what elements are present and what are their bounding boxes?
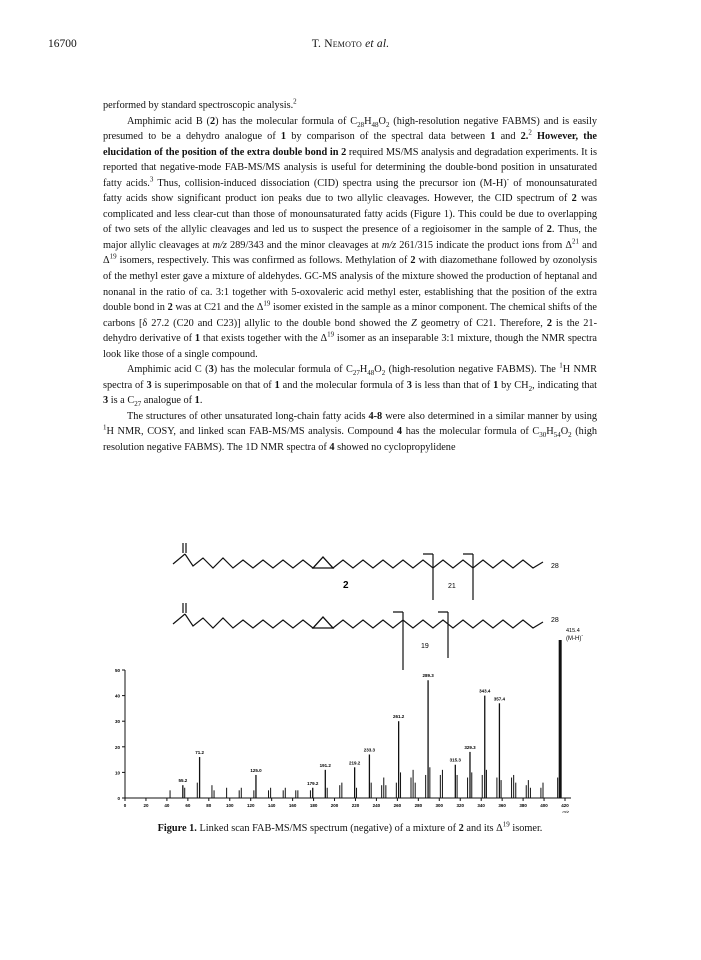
x-tick-label: 380 — [519, 803, 527, 808]
position-19-label: 19 — [421, 643, 429, 650]
x-tick-label: 200 — [330, 803, 339, 808]
x-tick-label: 160 — [288, 803, 297, 808]
c28-bottom-label: 28 — [551, 617, 559, 624]
peak-label-261.2: 261.2 — [393, 714, 405, 720]
running-head-author: T. Nemoto — [311, 38, 363, 50]
chemical-structures — [173, 543, 543, 670]
peak-label-343.4: 343.4 — [479, 688, 491, 694]
x-tick-label: 120 — [246, 803, 255, 808]
x-tick-label: 240 — [372, 803, 381, 808]
peak-label-233.3: 233.3 — [363, 747, 376, 753]
x-tick-label: 260 — [393, 803, 402, 808]
y-tick-label: 50 — [114, 668, 120, 673]
x-tick-label: 0 — [123, 803, 127, 808]
peak-label-329.3: 329.3 — [464, 744, 476, 750]
peak-label-55.2: 55.2 — [178, 778, 188, 784]
body-text — [103, 98, 597, 456]
carbonyl-bottom — [183, 603, 186, 613]
x-tick-label: 80 — [206, 803, 212, 808]
x-tick-label: 420 — [561, 803, 569, 808]
x-tick-label: 340 — [477, 803, 485, 808]
precursor-mz-label: 415.4 — [566, 628, 580, 634]
compound-label: 2 — [343, 580, 349, 591]
figure-graphic — [103, 540, 597, 820]
x-tick-label: 280 — [414, 803, 423, 808]
spectrum-plot — [115, 640, 571, 814]
cleavage-bottom-2 — [438, 612, 448, 658]
figure-1 — [103, 540, 597, 820]
y-tick-label: 20 — [114, 744, 120, 750]
y-tick-label: 10 — [114, 770, 120, 776]
cyclopropane-bottom — [313, 617, 333, 628]
precursor-ion-label: (M-H)- — [566, 633, 583, 642]
page-number: 16700 — [48, 38, 77, 50]
chain-bottom — [185, 614, 543, 628]
carboxylate-bottom — [173, 614, 185, 624]
paragraph-3: Amphimic acid C (3) has the molecular formula of $C_{27}H_{48}O_2$ (high-resolution negative FABMS). The $^1$H NMR spectra of 3 is superimposable on that of 1 and the molecular formula of 3 is less than that of 1 by $CH_2$, indicating that 3 is a $C_{27}$ analogue of 1. — [103, 361, 598, 409]
x-tick-label: 180 — [309, 803, 318, 808]
paragraph-1: performed by standard spectroscopic analysis.$^2$ — [103, 97, 297, 111]
peak-label-357.4: 357.4 — [493, 696, 506, 702]
x-tick-label: 220 — [351, 803, 360, 808]
position-21-label: 21 — [448, 583, 456, 590]
peak-label-71.2: 71.2 — [195, 750, 204, 756]
peak-label-315.3: 315.3 — [449, 757, 461, 763]
paragraph-2: Amphimic acid B (2) has the molecular formula of $C_{28}H_{48}O_2$ (high-resolution negative FABMS) and is easily presumed to be a dehydro analogue of 1 by comparison of the spectral data between 1 and 2.$^2$ However, the elucidation of the position of the extra double bond in 2 required MS/MS analysis and degradation experiments. It is reported that negative-mode FAB-MS/MS analysis is useful for determining the double-bond position in unsaturated fatty acids.$^3$ Thus, collision-induced dissociation (CID) spectra using the precursor ion (M-H)- of monounsaturated fatty acids show significant product ion peaks due to two allylic cleavages. However, the CID spectrum of 2 was complicated and less clear-cut than those of monounsaturated fatty acids (Figure 1). This could be due to overlapping of two sets of the allylic cleavages and led us to suspect the presence of a regioisomer in the sample of 2. Thus, the major allylic cleavages at m/z 289/343 and the minor cleavages at m/z 261/315 indicate the product ions from $\Delta^{21}$ and $\Delta^{19}$ isomers, respectively. This was confirmed as follows. Methylation of 2 with diazomethane followed by ozonolysis of the methyl ester gave a mixture of aldehydes. GC-MS analysis of the mixture showed the production of heptanal and nonanal in the ratio of ca. 3:1 together with 5-oxovaleric acid methyl ester, establishing that the position of the extra double bond in 2 was at C21 and the $\Delta^{19}$ isomer existed in the sample as a minor component. The chemical shifts of the carbons [δ 27.2 (C20 and C23)] allylic to the double bond showed the Z geometry of C21. Therefore, 2 is the 21-dehydro derivative of 1 that exists together with the $\Delta^{19}$ isomer as an inseparable 3:1 mixture, though the NMR spectra look like those of a single compound. — [103, 115, 598, 360]
y-tick-label: 40 — [114, 693, 120, 699]
cyclopropane-top — [313, 557, 333, 568]
x-axis-label: m/z — [562, 809, 569, 814]
peak-label-125.0: 125.0 — [250, 767, 262, 773]
c28-top-label: 28 — [551, 563, 559, 570]
running-head — [0, 38, 701, 50]
x-tick-label: 400 — [540, 803, 548, 808]
x-tick-label: 20 — [143, 803, 149, 808]
figure-caption: Figure 1. Linked scan FAB-MS/MS spectrum (negative) of a mixture of 2 and its $\Delta^{19}$ isomer. — [157, 820, 543, 834]
x-tick-label: 300 — [435, 803, 444, 808]
x-tick-label: 60 — [185, 803, 191, 808]
chain-top — [185, 554, 543, 568]
x-tick-label: 40 — [164, 803, 170, 808]
x-tick-label: 140 — [267, 803, 276, 808]
carbonyl-top — [183, 543, 186, 553]
x-tick-label: 360 — [498, 803, 506, 808]
y-tick-label: 30 — [114, 719, 120, 725]
running-head-et-al: et al. — [365, 38, 390, 50]
carboxylate-top — [173, 554, 185, 564]
peak-label-191.2: 191.2 — [319, 762, 331, 768]
peak-label-179.2: 179.2 — [307, 780, 319, 786]
x-tick-label: 320 — [456, 803, 464, 808]
paragraph-4: The structures of other unsaturated long-chain fatty acids 4-8 were also determined in a similar manner by using $^1$H NMR, COSY, and linked scan FAB-MS/MS analysis. Compound 4 has the molecular formula of $C_{30}H_{54}O_2$ (high resolution negative FABMS). The 1D NMR spectra of 4 showed no cyclopropylidene — [103, 410, 597, 454]
peak-label-289.3: 289.3 — [422, 673, 434, 679]
peak-label-219.2: 219.2 — [349, 760, 361, 766]
x-tick-label: 100 — [226, 803, 234, 808]
y-tick-label: 0 — [117, 796, 120, 801]
